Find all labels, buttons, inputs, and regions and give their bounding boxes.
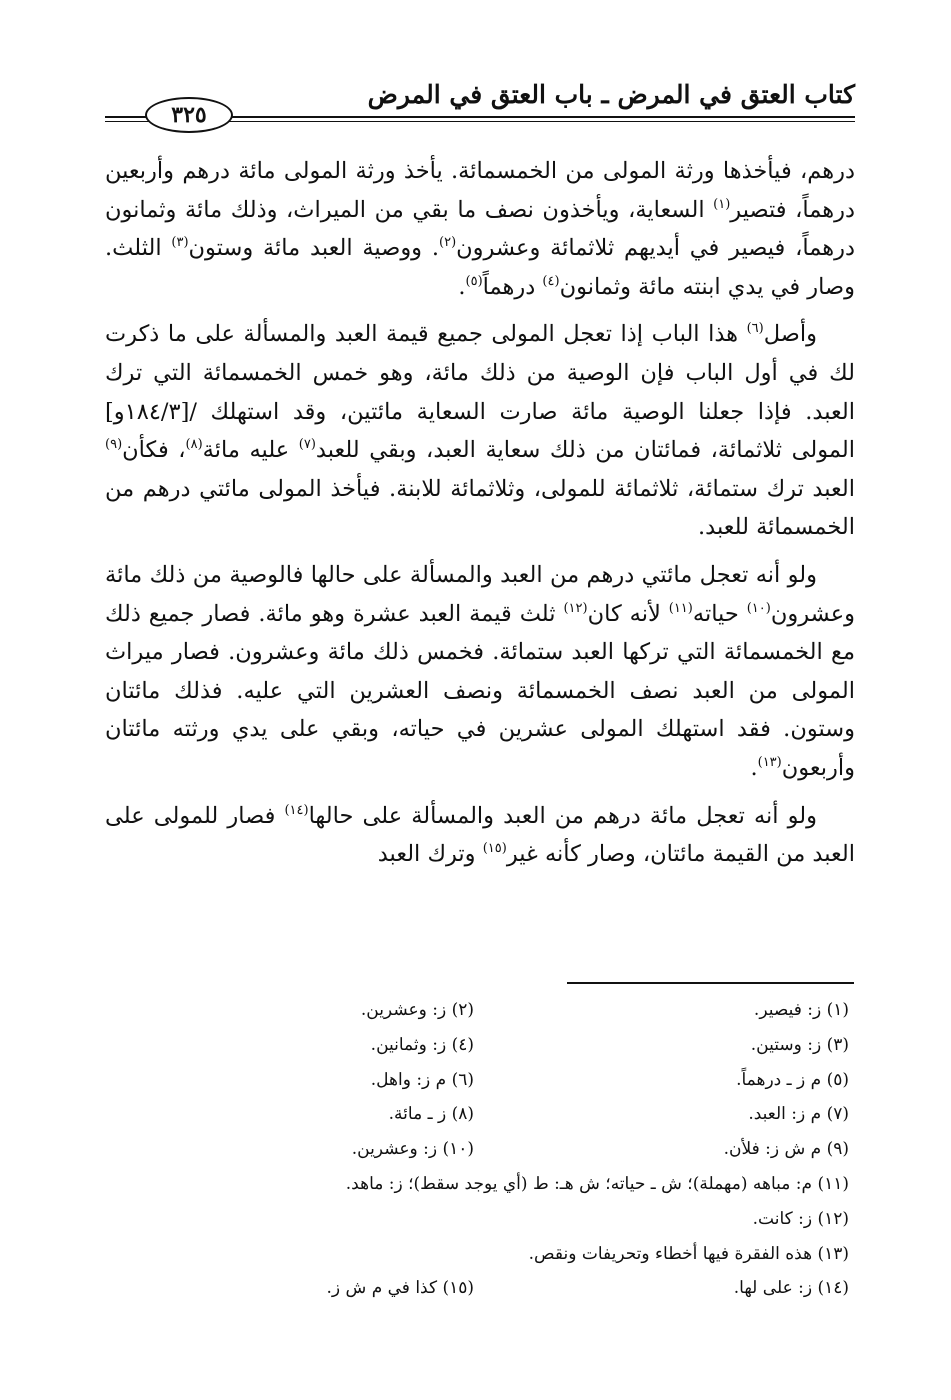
footnote-ref: (٨) [185,437,203,453]
footnote-row [105,1167,855,1202]
footnote-row [105,1063,855,1098]
footnote-ref: (١٤) [284,802,309,818]
text-run: درهم، فيأخذها ورثة المولى من الخمسمائة. يأخذ ورثة المولى مائة درهم وأربعين درهماً، فتصير [105,158,855,223]
footnote-2: (٢) ز: وعشرين. [360,1000,474,1020]
footnote-12: (١٢) ز: كانت. [752,1208,849,1229]
footnote-separator [567,982,854,984]
footnote-ref: (٩) [105,437,123,453]
main-text [105,152,855,874]
footnote-ref: (١٢) [563,600,588,616]
footnote-ref: (١٠) [746,600,771,616]
footnote-8: (٨) ز ـ مائة. [388,1104,474,1125]
paragraph-3 [105,556,855,788]
paragraph-1 [105,152,855,306]
footnote-4: (٤) ز: وثمانين. [370,1034,474,1055]
footnote-9: (٩) م ش ز: فلأن. [723,1139,849,1160]
footnote-ref: (١٥) [482,841,507,857]
footnote-5: (٥) م ز ـ درهماً. [736,1069,849,1090]
footnote-15: (١٥) كذا في م ش ز. [326,1278,474,1299]
paragraph-4 [105,797,855,874]
text-run: . [458,273,466,300]
text-run: . ووصية العبد مائة وستون [188,235,439,262]
text-run: السعاية، ويأخذون نصف ما بقي من الميراث، وذلك مائة وثمانون درهماً، فيصير في أيديهم ثلاثمائة وعشرون [105,196,855,262]
text-run: ثلث قيمة العبد عشرة وهو مائة. فصار جميع ذلك مع الخمسمائة التي تركها العبد ستمائة. فخمس ذلك مائة وعشرون. فصار ميراث المولى من العبد نصف الخمسمائة ونصف العشرين التي عليه. فذلك مائتان وستون. فقد استهلك المولى عشرين في حياته، وبقي على يدي ورثته مائتان وأربعون [105,600,855,781]
running-title: كتاب العتق في المرض ـ باب العتق في المرض [367,80,855,109]
footnote-ref: (١) [713,196,731,212]
footnote-row [105,1097,855,1132]
paragraph-2 [105,315,855,547]
page-number-oval [145,97,233,133]
footnote-13: (١٣) هذه الفقرة فيها أخطاء وتحريفات ونقص. [528,1243,849,1264]
page-header [105,74,855,134]
footnote-row [105,1202,855,1237]
text-run: درهماً [482,273,543,300]
footnote-14: (١٤) ز: على لها. [733,1278,849,1299]
text-run: وترك العبد [377,841,483,868]
text-run: العبد ترك ستمائة، ثلاثمائة للمولى، وثلاثمائة للابنة. فيأخذ المولى مائتي درهم من الخمسمائة للعبد. [105,475,855,541]
footnote-ref: (٥) [465,273,483,289]
footnote-ref: (١٣) [757,754,782,770]
page-number: ٣٢٥ [171,102,207,128]
footnote-ref: (٤) [542,273,560,289]
text-run: وأصل [763,321,817,348]
text-run: حياته [692,600,747,627]
footnote-row [105,993,855,1028]
footnotes [105,993,855,1306]
footnote-row [105,1271,855,1306]
footnote-ref: (٣) [171,235,189,251]
text-run: . [750,754,758,781]
footnote-ref: (١١) [668,600,693,616]
text-run: ولو أنه تعجل مائتي درهم من العبد والمسألة على حالها فالوصية من ذلك مائة وعشرون [105,561,855,627]
footnote-10: (١٠) ز: وعشرين. [351,1139,474,1160]
text-run: هذا الباب إذا تعجل المولى جميع قيمة العبد والمسألة على ما ذكرت لك في أول الباب فإن الوصية من ذلك مائة، وهو خمس الخمسمائة التي ترك العبد. فإذا جعلنا الوصية مائة صارت السعاية مائتين، وقد استهلك /[١٨٤/٣و] المولى ثلاثمائة، فمائتان من ذلك سعاية العبد، وبقي للعبد [105,321,855,464]
footnote-6: (٦) م ز: واهل. [370,1069,474,1090]
footnote-ref: (٧) [298,437,316,453]
footnote-row [105,1028,855,1063]
footnote-3: (٣) ز: وستين. [750,1034,849,1055]
text-run: ، فكأن [122,437,186,464]
footnote-11: (١١) م: مباهه (مهملة)؛ ش ـ حياته؛ ش هـ: ط (أي يوجد سقط)؛ ز: ماهد. [345,1173,849,1194]
text-run: فصار للمولى على العبد من القيمة مائتان، وصار كأنه غير [105,802,855,868]
text-run: الثلث. وصار في يدي ابنته مائة وثمانون [105,235,855,300]
text-run: لأنه كان [587,600,669,627]
text-run: عليه مائة [202,437,299,464]
footnote-ref: (٦) [746,321,764,337]
footnote-row [105,1132,855,1167]
footnote-1: (١) ز: فيصير. [753,1000,849,1020]
footnote-ref: (٢) [439,235,457,251]
footnote-7: (٧) م ز: العبد. [748,1104,849,1125]
text-run: ولو أنه تعجل مائة درهم من العبد والمسألة على حالها [308,802,817,829]
footnote-row [105,1237,855,1272]
